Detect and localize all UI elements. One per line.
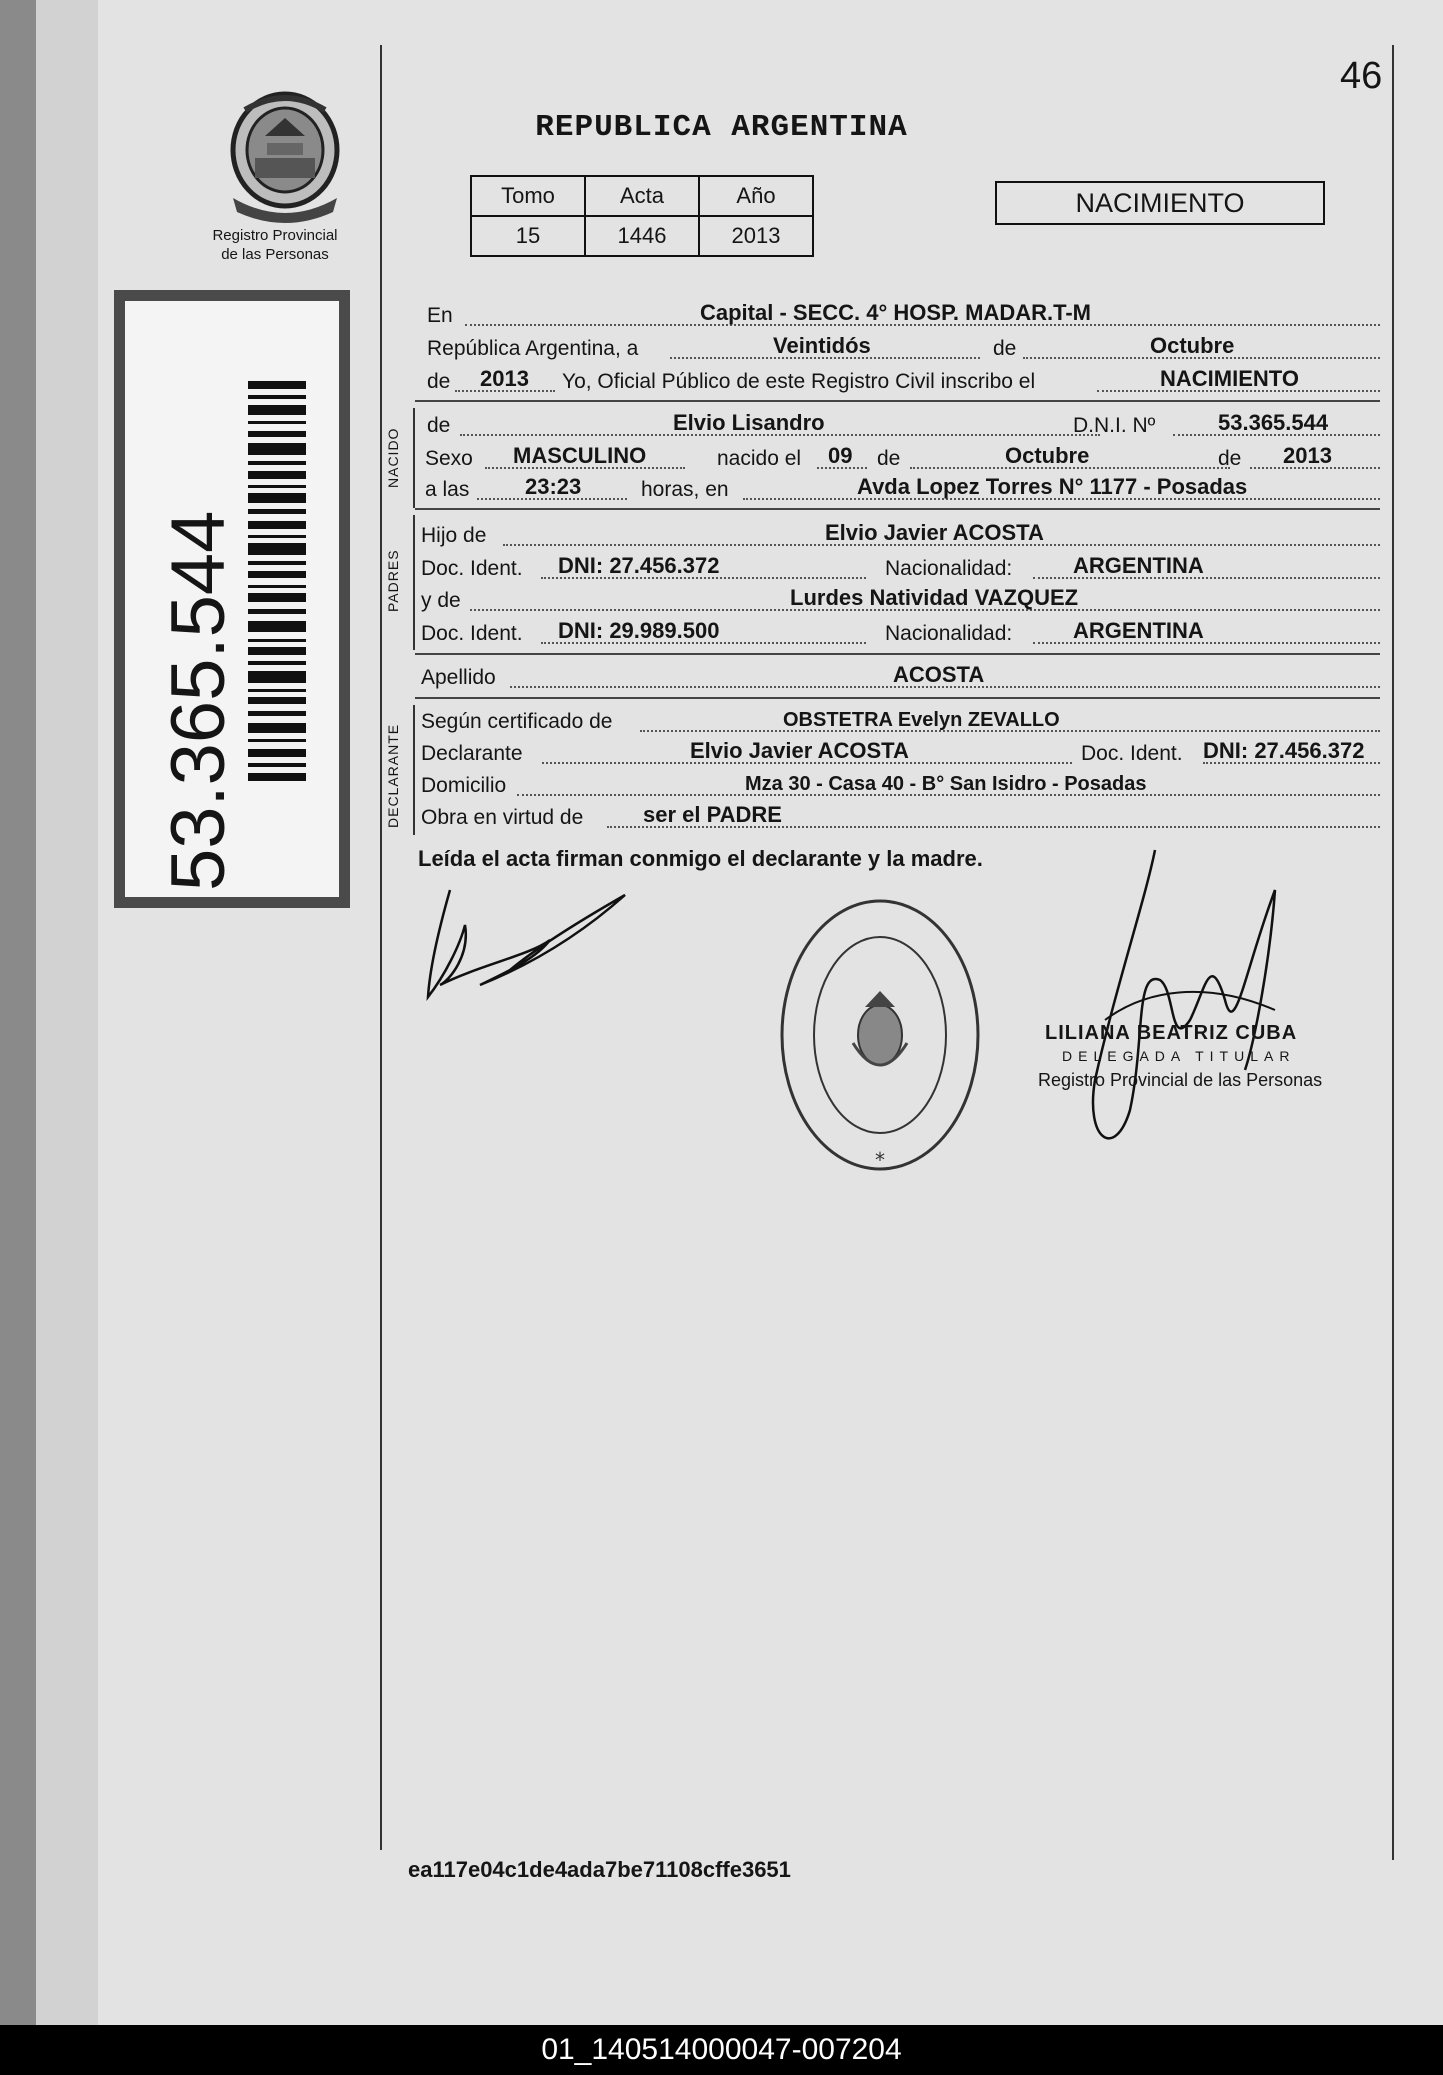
official-organization: Registro Provincial de las Personas — [1038, 1070, 1323, 1090]
nacionalidad-label: Nacionalidad: — [885, 557, 1013, 580]
header-anio: Año — [699, 176, 813, 216]
nacido-de-label: de — [427, 414, 451, 437]
logo-line1: Registro Provincial — [212, 227, 338, 244]
page-edge — [36, 0, 98, 2025]
registry-value-row — [471, 216, 813, 256]
apellido-label: Apellido — [421, 666, 496, 689]
line-republica — [425, 333, 1380, 363]
obra-value: ser el PADRE — [643, 802, 782, 827]
father-nationality: ARGENTINA — [1073, 553, 1204, 578]
value-acta: 1446 — [585, 216, 699, 256]
doc-ident-label-2: Doc. Ident. — [421, 622, 523, 645]
declarante-value: Elvio Javier ACOSTA — [690, 738, 909, 763]
record-type-box: NACIMIENTO — [995, 181, 1325, 225]
margin-line — [380, 45, 382, 1850]
line-apellido — [421, 662, 1380, 692]
inscribe-value: NACIMIENTO — [1160, 366, 1299, 391]
certificado-value: OBSTETRA Evelyn ZEVALLO — [783, 709, 1060, 731]
province-seal-logo — [215, 88, 355, 223]
official-role: DELEGADA TITULAR — [1062, 1048, 1296, 1064]
domicilio-value: Mza 30 - Casa 40 - B° San Isidro - Posadas — [745, 773, 1147, 795]
hijo-de-label: Hijo de — [421, 524, 487, 547]
line-obra — [421, 802, 1380, 832]
svg-text:*: * — [875, 1148, 885, 1172]
de-label-2: de — [877, 447, 901, 470]
sexo-label: Sexo — [425, 447, 473, 470]
y-de-label: y de — [421, 589, 461, 612]
value-tomo: 15 — [471, 216, 585, 256]
mother-name: Lurdes Natividad VAZQUEZ — [790, 585, 1079, 610]
section-padres: PADRES — [385, 549, 401, 612]
obra-label: Obra en virtud de — [421, 806, 584, 829]
birth-year: 2013 — [1283, 443, 1332, 468]
line-hora — [425, 474, 1380, 504]
registry-table — [470, 175, 814, 257]
en-label: En — [427, 304, 453, 327]
closing-statement: Leída el acta firman conmigo el declarante y la madre. — [418, 846, 983, 871]
nacido-el-label: nacido el — [717, 447, 802, 470]
barcode-icon — [248, 381, 306, 781]
line-padre — [421, 520, 1380, 550]
horas-en-label: horas, en — [641, 478, 729, 501]
line-madre — [421, 585, 1380, 615]
official-signature-icon — [1075, 840, 1295, 1160]
officer-text: Yo, Oficial Público de este Registro Civil inscribo el — [562, 370, 1036, 393]
declarante-doc-value: DNI: 27.456.372 — [1203, 738, 1365, 763]
line-certificado — [421, 706, 1380, 736]
line-en — [425, 300, 1380, 330]
official-stamp-icon — [775, 895, 985, 1180]
apellido-value: ACOSTA — [893, 662, 985, 687]
doc-ident-label: Doc. Ident. — [421, 557, 523, 580]
declarante-label: Declarante — [421, 742, 523, 765]
sexo-value: MASCULINO — [513, 443, 647, 468]
document-hash: ea117e04c1de4ada7be71108cffe3651 — [408, 1857, 791, 1882]
en-value: Capital - SECC. 4° HOSP. MADAR.T-M — [700, 300, 1091, 325]
domicilio-label: Domicilio — [421, 774, 507, 797]
year-value: 2013 — [480, 366, 529, 391]
country-title: REPUBLICA ARGENTINA — [535, 110, 908, 145]
de-label: de — [993, 337, 1017, 360]
line-nacido-name — [425, 410, 1380, 440]
declarant-signature-icon — [420, 885, 630, 1005]
barcode-number: 53.365.544 — [156, 510, 241, 891]
child-dni: 53.365.544 — [1218, 410, 1329, 435]
child-name: Elvio Lisandro — [673, 410, 825, 435]
declarante-doc-label: Doc. Ident. — [1081, 742, 1183, 765]
birth-month: Octubre — [1005, 443, 1090, 468]
certificado-label: Según certificado de — [421, 710, 613, 733]
father-name: Elvio Javier ACOSTA — [825, 520, 1044, 545]
line-madre-doc — [421, 618, 1380, 648]
line-padre-doc — [421, 553, 1380, 583]
day-value: Veintidós — [773, 333, 871, 358]
birth-time: 23:23 — [525, 474, 582, 499]
section-declarante: DECLARANTE — [385, 723, 401, 828]
barcode-label — [114, 290, 350, 908]
page-number: 46 — [1340, 55, 1383, 97]
mother-dni: DNI: 29.989.500 — [558, 618, 720, 643]
year-prefix: de — [427, 370, 451, 393]
nacionalidad-label-2: Nacionalidad: — [885, 622, 1013, 645]
official-name: LILIANA BEATRIZ CUBA — [1045, 1022, 1298, 1044]
value-anio: 2013 — [699, 216, 813, 256]
dni-label: D.N.I. Nº — [1073, 414, 1156, 437]
footer-id: 01_140514000047-007204 — [0, 2025, 1443, 2075]
line-declarante — [421, 738, 1380, 768]
section-nacido: NACIDO — [385, 427, 401, 488]
mother-nationality: ARGENTINA — [1073, 618, 1204, 643]
registry-logo-text — [185, 226, 365, 264]
header-tomo: Tomo — [471, 176, 585, 216]
line-domicilio — [421, 770, 1380, 800]
alas-label: a las — [425, 478, 470, 501]
birth-day: 09 — [828, 443, 853, 468]
birth-place: Avda Lopez Torres N° 1177 - Posadas — [857, 474, 1248, 499]
de-label-3: de — [1218, 447, 1242, 470]
line-year — [425, 366, 1380, 396]
line-sexo — [425, 443, 1380, 473]
logo-line2: de las Personas — [221, 246, 329, 263]
right-margin-line — [1392, 45, 1394, 1860]
month-value: Octubre — [1150, 333, 1235, 358]
registry-header-row — [471, 176, 813, 216]
father-dni: DNI: 27.456.372 — [558, 553, 720, 578]
header-acta: Acta — [585, 176, 699, 216]
republica-label: República Argentina, a — [427, 337, 639, 360]
